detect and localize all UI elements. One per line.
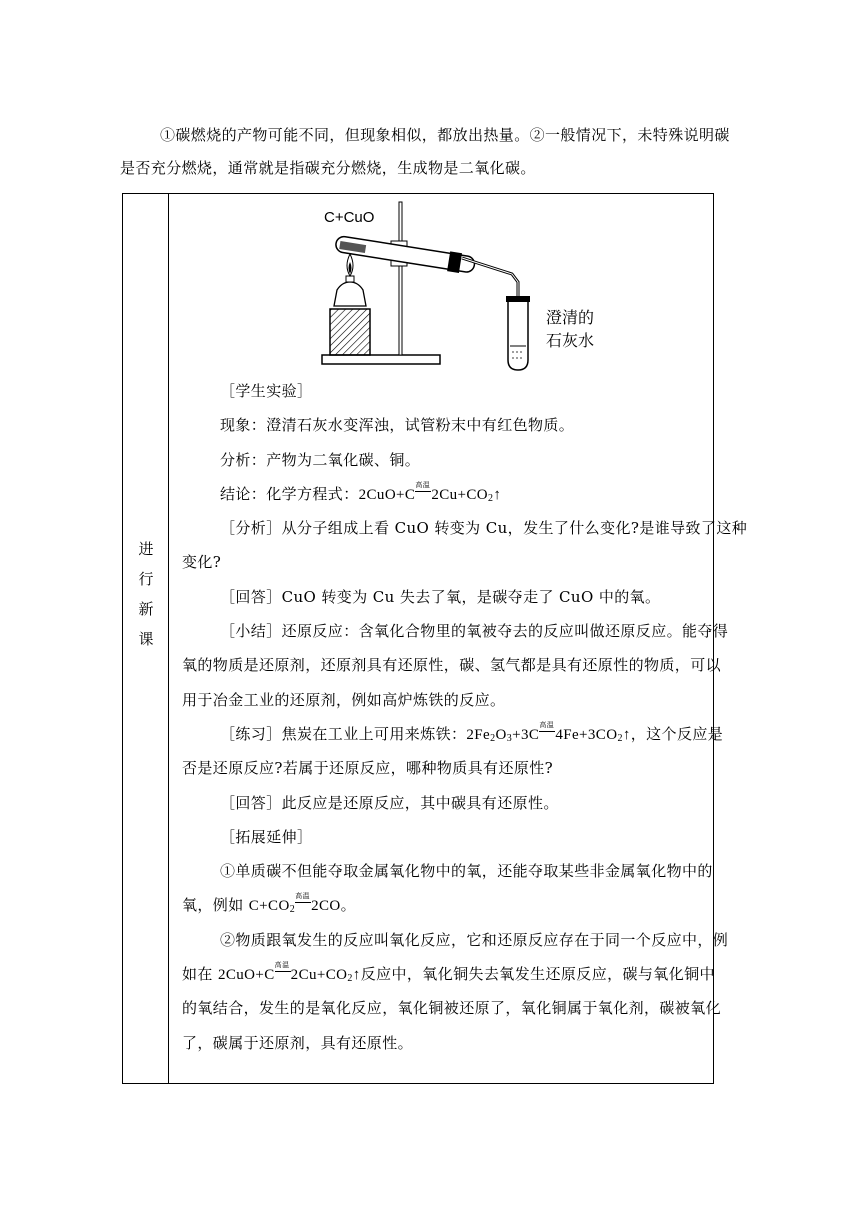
equation: 2CuO+C 高温 $2Cu+CO_2↑$ (217, 961, 361, 985)
side-label-char: 新 (138, 600, 154, 618)
intro-paragraph: ①碳燃烧的产物可能不同，但现象相似，都放出热量。②一般情况下，未特殊说明碳是否充分燃烧，通常就是指碳充分燃烧，生成物是二氧化碳。 (120, 126, 730, 177)
receiving-tube (508, 302, 528, 370)
text-span: ，这个反应是 (630, 724, 724, 743)
text-line: 的氧结合，发生的是氧化反应，氧化铜被还原了，氧化铜属于氧化剂，碳被氧化 (182, 999, 722, 1018)
text-line: 变化? (182, 553, 222, 572)
text-line: 分析：产物为二氧化碳、铜。 (220, 450, 421, 469)
equation: 2CuO+C 高温 $2Cu+CO_2↑$ (358, 480, 502, 504)
table-content-cell (170, 194, 748, 1083)
text-line: ［学生实验］ (220, 382, 313, 400)
equation: $C+CO_2$ 高温 2CO (248, 892, 341, 916)
reaction-condition: 高温 (275, 969, 291, 979)
text-span: 。 (340, 896, 357, 915)
text-line: 否是还原反应?若属于还原反应，哪种物质具有还原性? (182, 759, 554, 778)
apparatus-diagram (320, 200, 640, 372)
side-label (123, 534, 169, 654)
text-span: ［练习］焦炭在工业上可用来炼铁： (220, 724, 467, 743)
lesson-text (182, 374, 748, 1060)
alcohol-lamp (334, 282, 366, 306)
text-span: 氧，例如 (182, 896, 249, 915)
table-side-column (123, 194, 169, 1083)
text-line: ［回答］CuO 转变为 Cu 失去了氧，是碳夺走了 CuO 中的氧。 (220, 587, 661, 606)
reaction-condition: 高温 (539, 729, 555, 739)
example-line (182, 957, 715, 991)
text-line: ［小结］还原反应：含氧化合物里的氧被夺去的反应叫做还原反应。能夺得 (220, 622, 729, 641)
text-span: 结论：化学方程式： (220, 484, 359, 503)
reaction-condition: 高温 (295, 900, 311, 910)
lesson-table (122, 193, 748, 1084)
side-label-char: 进 (138, 540, 154, 558)
text-line: 了，碳属于还原剂，具有还原性。 (182, 1033, 414, 1052)
text-line: ②物质跟氧发生的反应叫氧化反应，它和还原反应存在于同一个反应中，例 (220, 930, 729, 949)
text-line: 用于冶金工业的还原剂，例如高炉炼铁的反应。 (182, 690, 506, 709)
text-line: ①单质碳不但能夺取金属氧化物中的氧，还能夺取某些非金属氧化物中的 (220, 862, 713, 881)
text-span: 反应中，氧化铜失去氧发生还原反应，碳与氧化铜中 (360, 965, 715, 984)
apparatus-figure (320, 200, 640, 372)
text-line: ［回答］此反应是还原反应，其中碳具有还原性。 (220, 793, 559, 812)
text-line: ［拓展延伸］ (220, 827, 313, 846)
text-line: ［分析］从分子组成上看 CuO 转变为 Cu，发生了什么变化?是谁导致了这种 (220, 519, 748, 538)
reactant-label: C+CuO (324, 209, 375, 226)
text-span: 如在 (182, 965, 218, 984)
stand-rod (399, 202, 402, 355)
text-line: 现象：澄清石灰水变浑浊，试管粉末中有红色物质。 (220, 416, 575, 435)
exercise-line (182, 717, 724, 751)
side-label-char: 行 (138, 570, 154, 588)
liquid-label-line2: 石灰水 (546, 331, 595, 350)
text-line: 氧的物质是还原剂，还原剂具有还原性，碳、氢气都是具有还原性的物质，可以 (182, 656, 722, 675)
conclusion-line (182, 477, 708, 511)
stand-base (322, 355, 440, 364)
test-tube (334, 233, 475, 275)
equation: $2Fe_2O_3+3C$ 高温 $4Fe+3CO_2↑$ (466, 720, 631, 744)
side-label-char: 课 (138, 630, 154, 648)
reaction-condition: 高温 (415, 489, 431, 499)
receiving-tube-stopper (506, 296, 530, 302)
support-block (330, 309, 370, 355)
liquid-label-line1: 澄清的 (546, 308, 595, 327)
example-line (182, 888, 708, 922)
